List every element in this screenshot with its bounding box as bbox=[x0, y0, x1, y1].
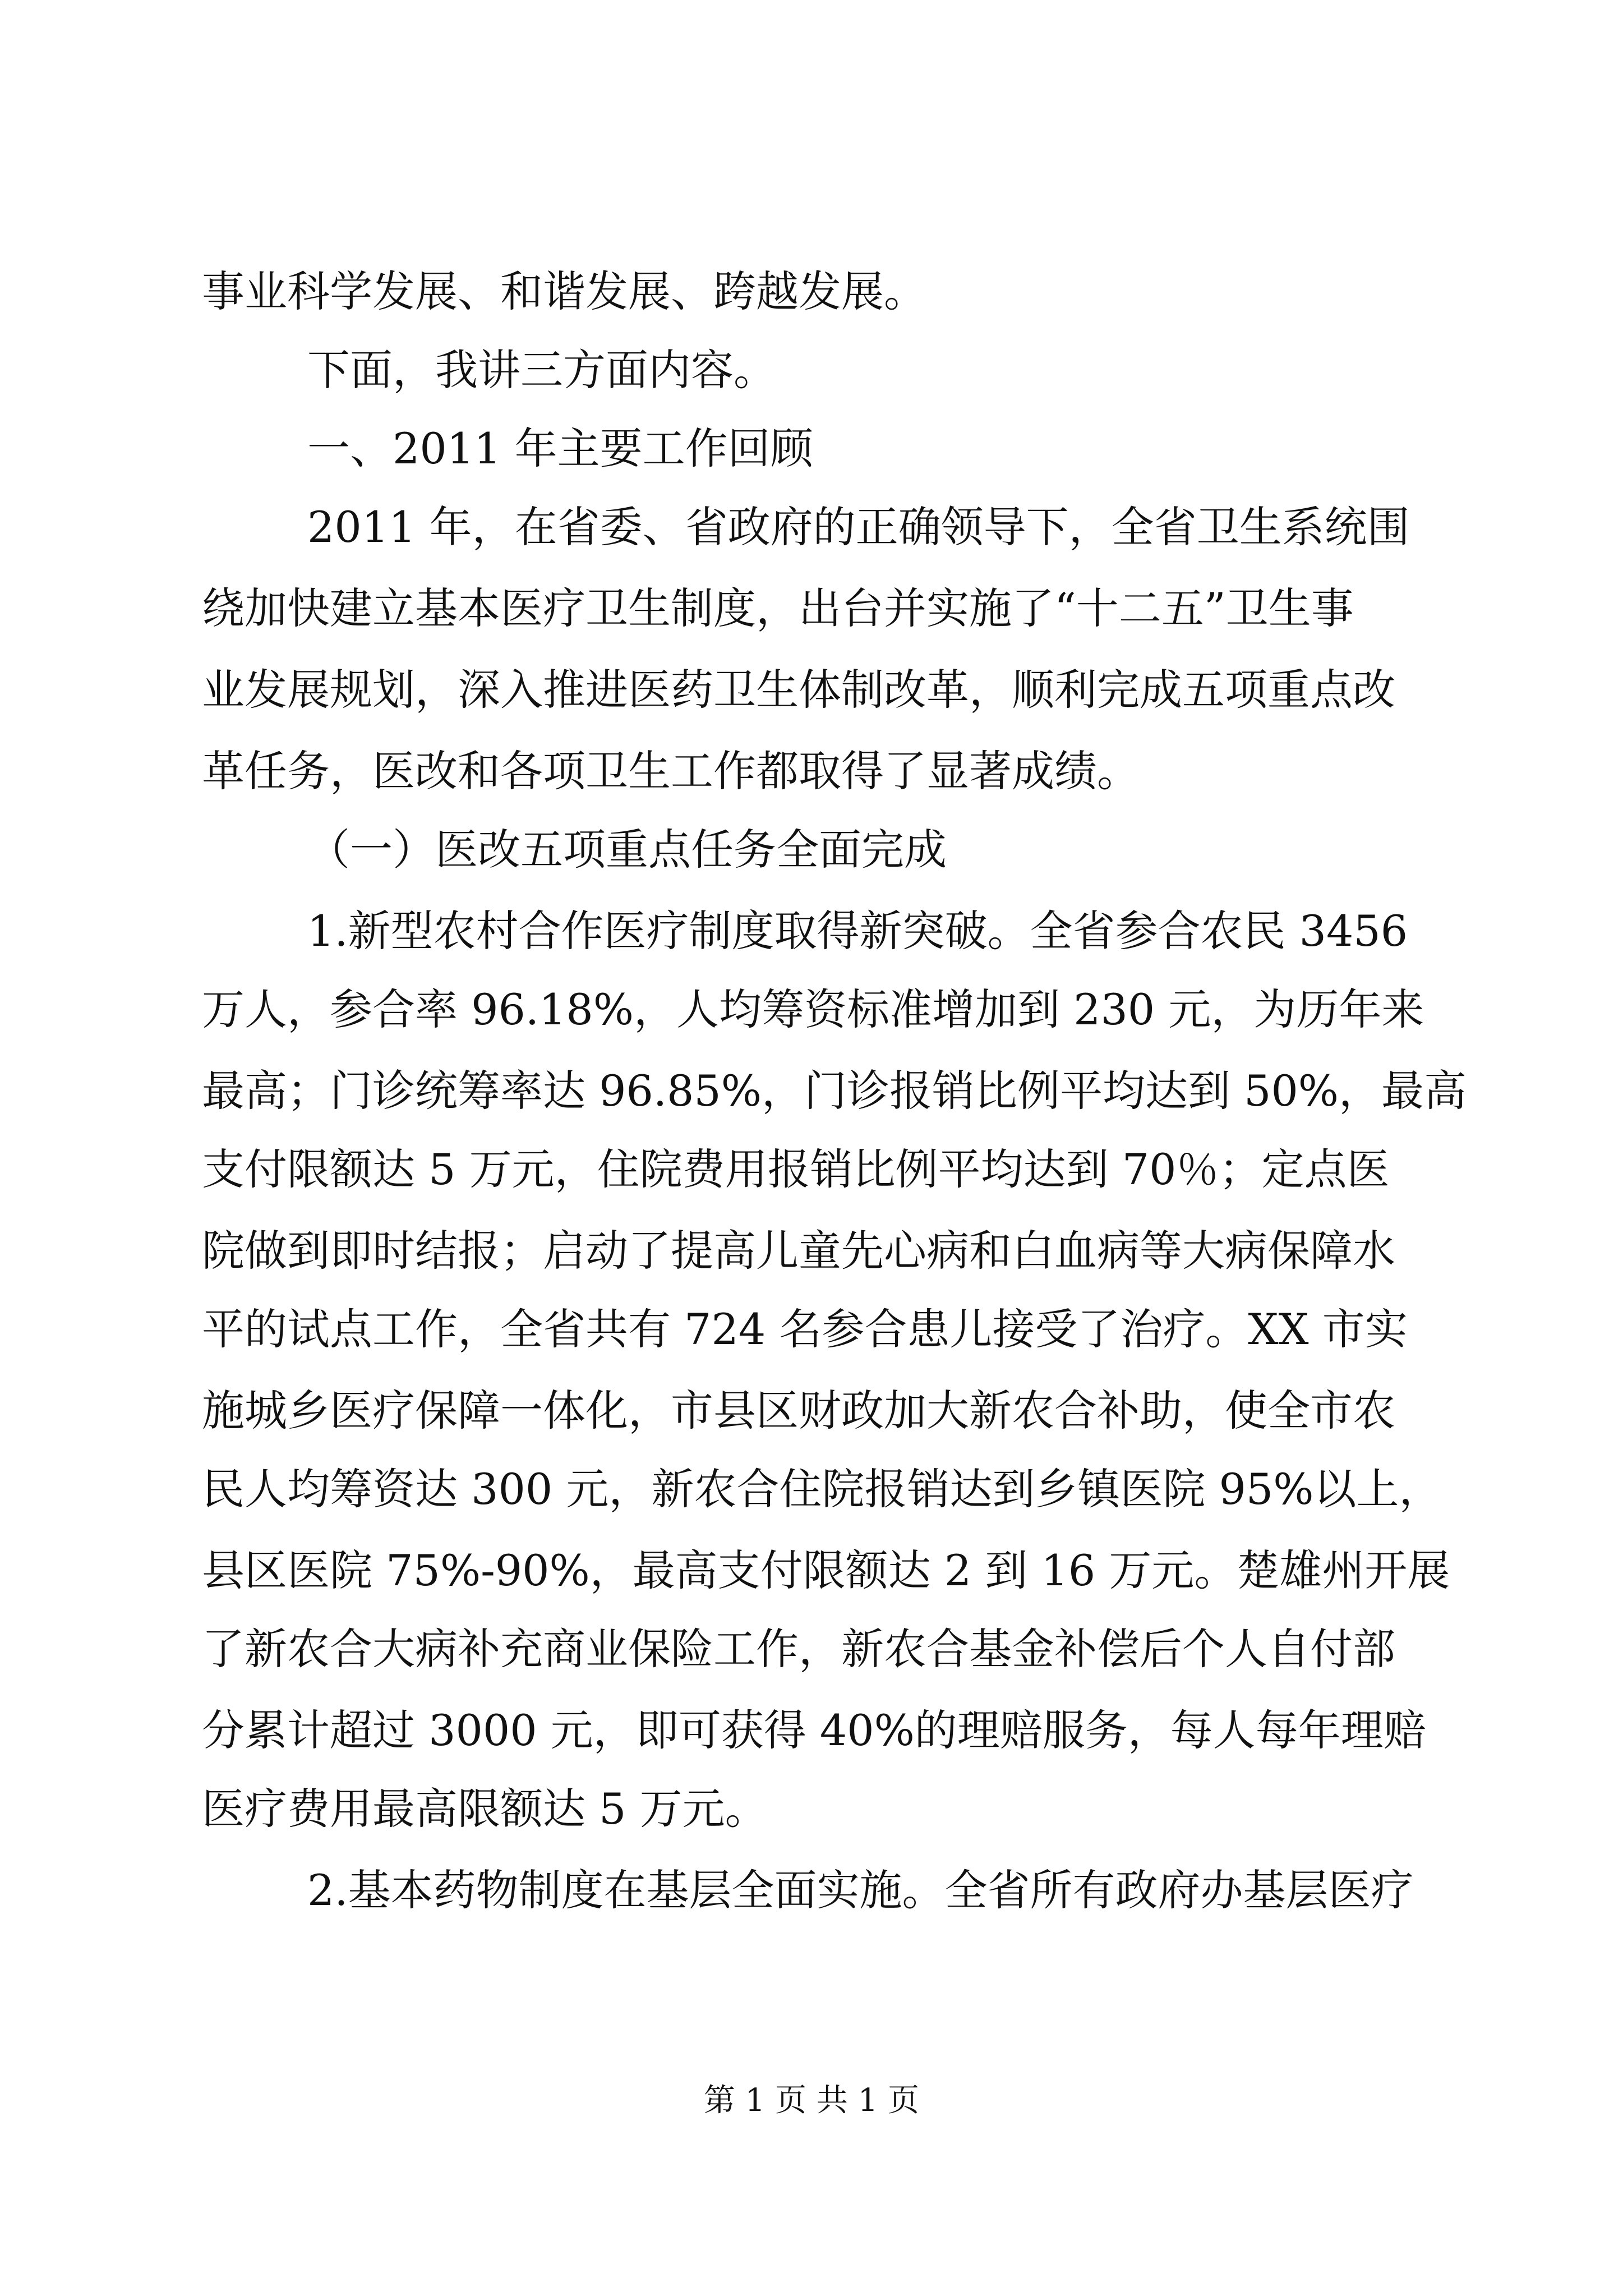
text-line: 革任务，医改和各项卫生工作都取得了显著成绩。 bbox=[202, 746, 1140, 796]
text-line: 分累计超过 3000 元，即可获得 40%的理赔服务，每人每年理赔 bbox=[202, 1705, 1426, 1755]
text-line: 万人，参合率 96.18%，人均筹资标准增加到 230 元，为历年来 bbox=[202, 984, 1424, 1034]
text-line: 医疗费用最高限额达 5 万元。 bbox=[202, 1784, 768, 1834]
text-line: 下面，我讲三方面内容。 bbox=[307, 345, 776, 395]
text-line: 绕加快建立基本医疗卫生制度，出台并实施了“十二五”卫生事 bbox=[202, 583, 1354, 633]
text-line: 业发展规划，深入推进医药卫生体制改革，顺利完成五项重点改 bbox=[202, 665, 1395, 715]
text-line: 1.新型农村合作医疗制度取得新突破。全省参合农民 3456 bbox=[307, 906, 1408, 956]
text-line: 平的试点工作，全省共有 724 名参合患儿接受了治疗。XX 市实 bbox=[202, 1304, 1408, 1354]
text-line: 县区医院 75%-90%，最高支付限额达 2 到 16 万元。楚雄州开展 bbox=[202, 1545, 1450, 1595]
text-line: 民人均筹资达 300 元，新农合住院报销达到乡镇医院 95%以上， bbox=[202, 1464, 1442, 1514]
section-heading: 一、2011 年主要工作回顾 bbox=[307, 424, 813, 473]
text-line: 最高；门诊统筹率达 96.85%，门诊报销比例平均达到 50%，最高 bbox=[202, 1066, 1467, 1116]
text-line: 2011 年，在省委、省政府的正确领导下，全省卫生系统围 bbox=[307, 502, 1410, 552]
text-line: 了新农合大病补充商业保险工作，新农合基金补偿后个人自付部 bbox=[202, 1624, 1395, 1674]
subsection-heading: （一）医改五项重点任务全面完成 bbox=[307, 825, 947, 875]
page-footer: 第 1 页 共 1 页 bbox=[703, 2082, 920, 2119]
text-line: 支付限额达 5 万元，住院费用报销比例平均达到 70％；定点医 bbox=[202, 1144, 1390, 1194]
text-line: 院做到即时结报；启动了提高儿童先心病和白血病等大病保障水 bbox=[202, 1226, 1395, 1276]
text-line: 事业科学发展、和谐发展、跨越发展。 bbox=[202, 266, 926, 316]
text-line: 施城乡医疗保障一体化，市县区财政加大新农合补助，使全市农 bbox=[202, 1386, 1395, 1435]
text-line: 2.基本药物制度在基层全面实施。全省所有政府办基层医疗 bbox=[307, 1865, 1414, 1915]
